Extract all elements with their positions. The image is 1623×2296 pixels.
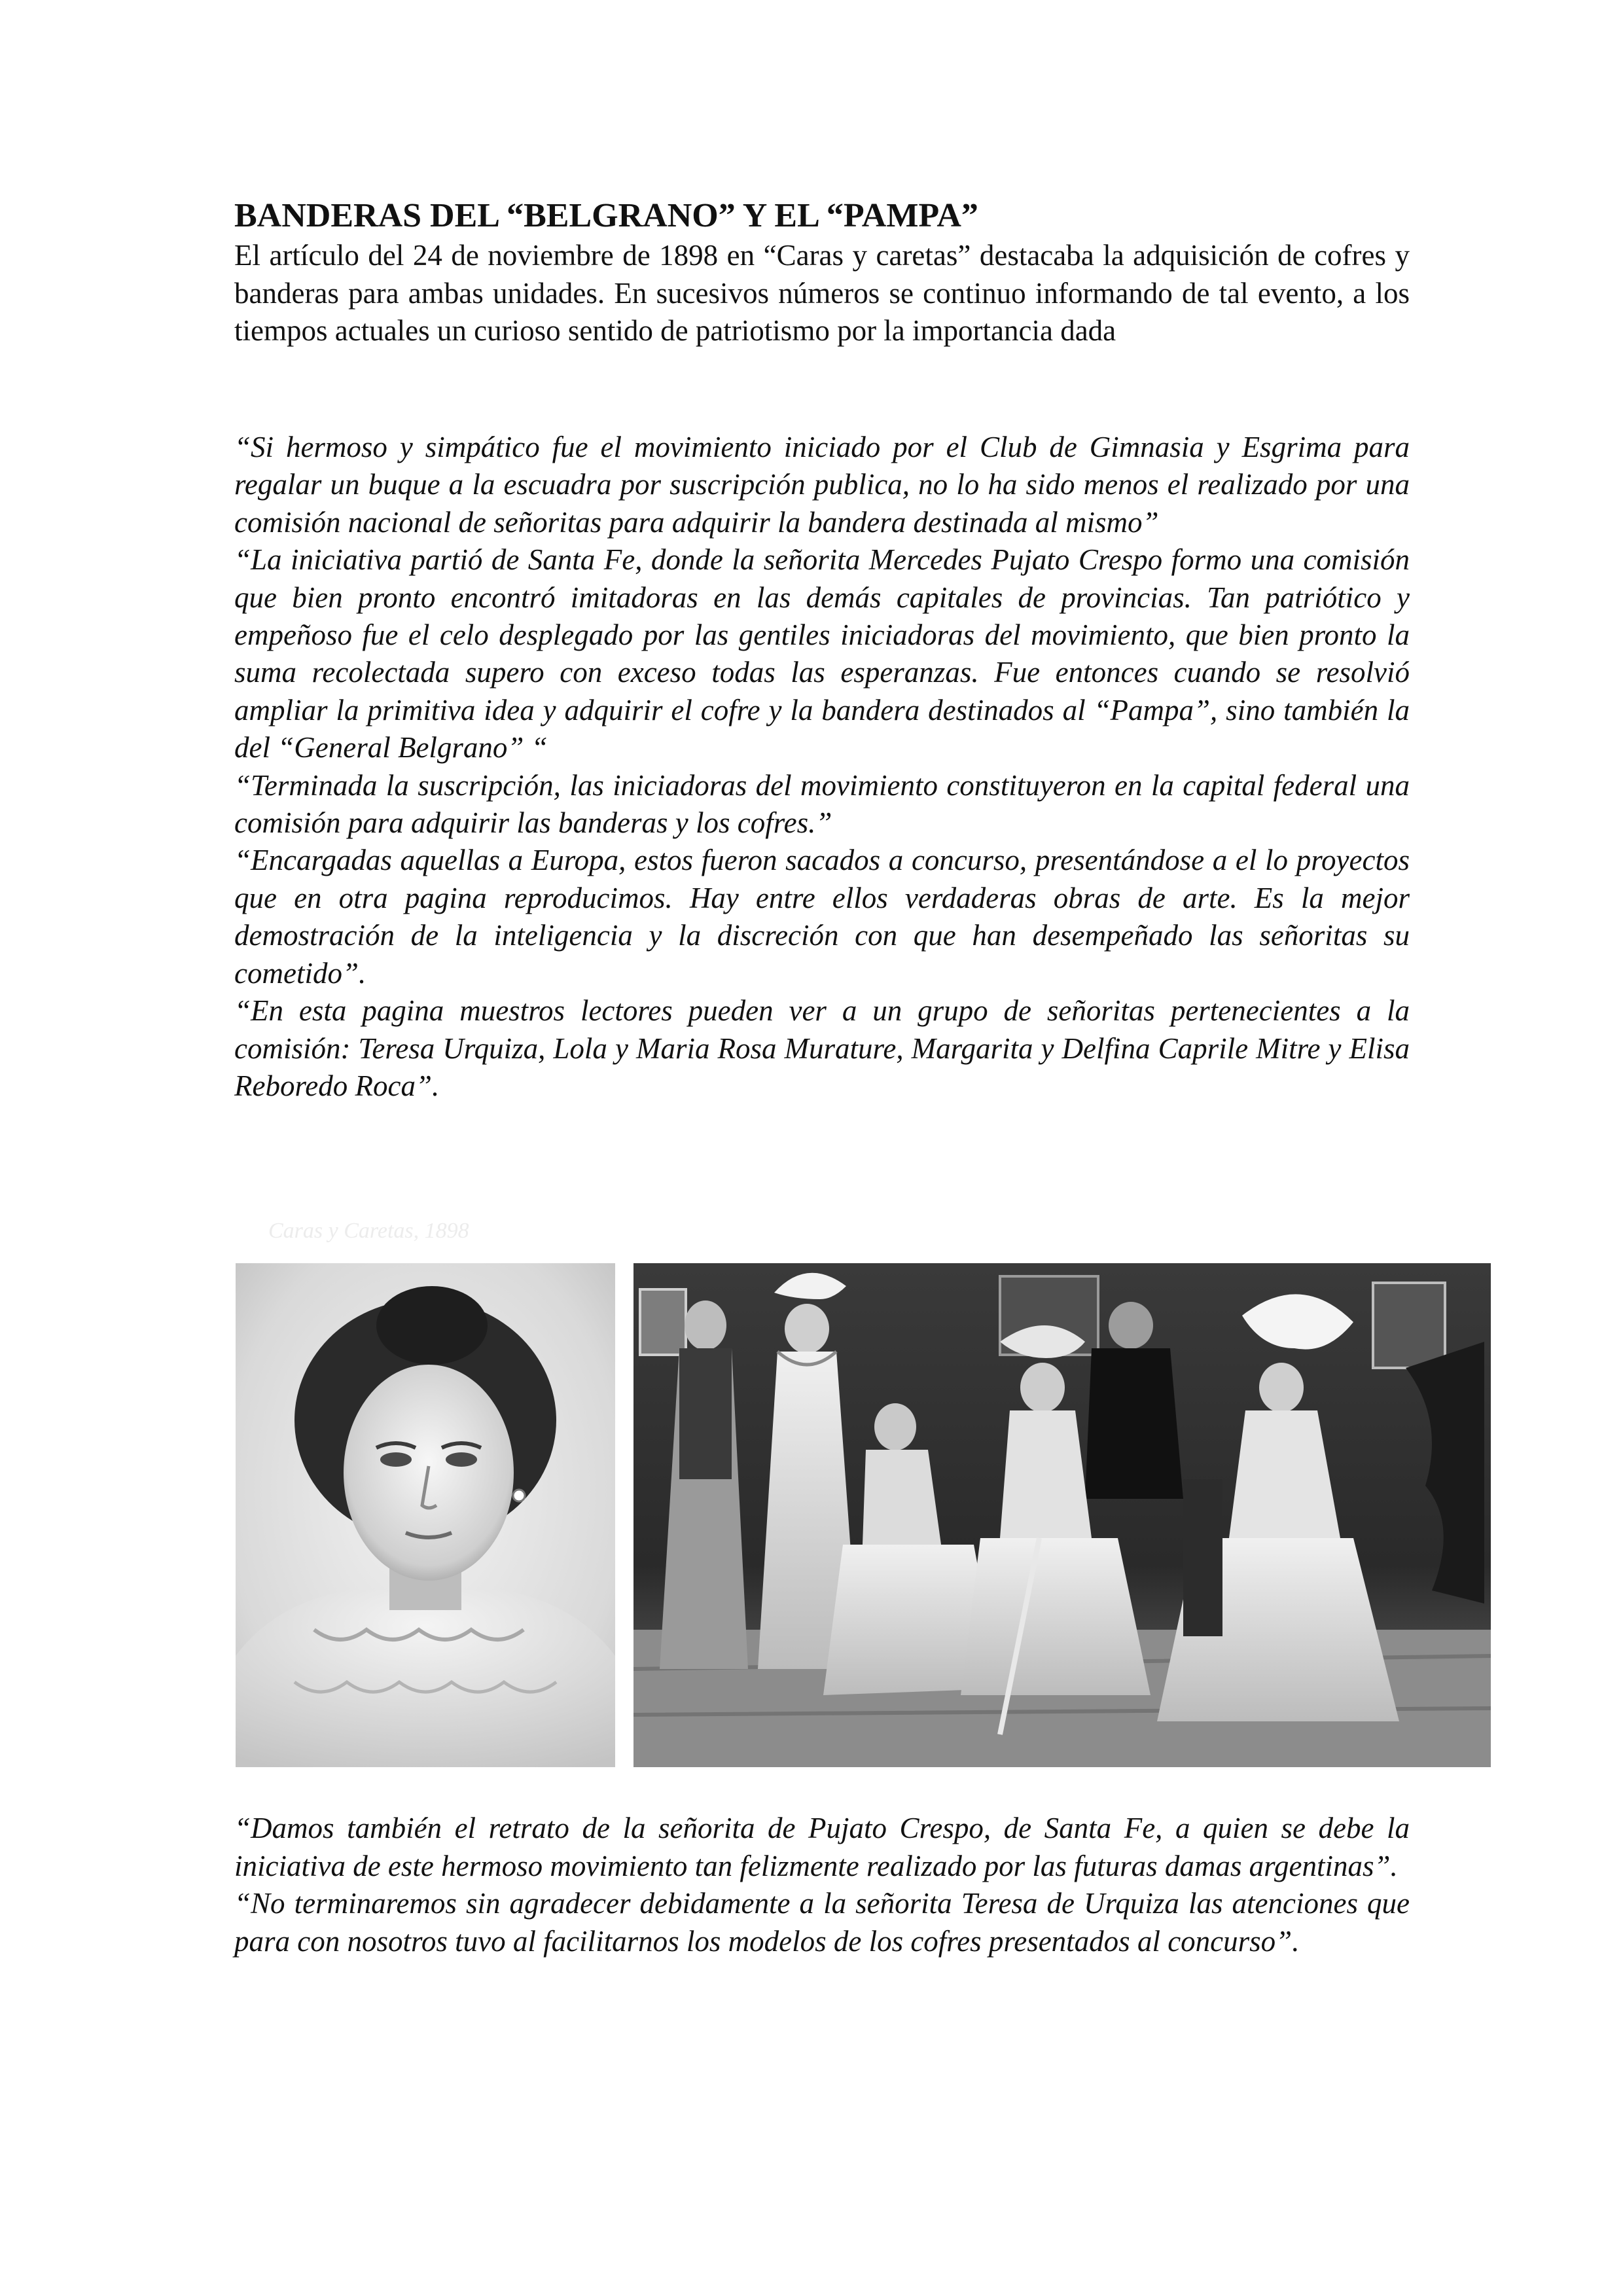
portrait-photo-icon [236,1263,615,1767]
faint-caption: Caras y Caretas, 1898 [268,1219,469,1243]
quote-paragraph-3: “Terminada la suscripción, las iniciadoras del movimiento constituyeron en la capital federal una comisión para adquirir las banderas y los cofres.” [234,768,1410,840]
closing-paragraph-2: “No terminaremos sin agradecer debidamente a la señorita Teresa de Urquiza las atenciones que para con nosotros tuvo al facilitarnos los modelos de los cofres presentados al concurso”. [234,1887,1410,1958]
portrait-photo [236,1263,615,1767]
page-title: BANDERAS DEL “BELGRANO” Y EL “PAMPA” [234,197,978,234]
quote-paragraph-2: “La iniciativa partió de Santa Fe, donde la señorita Mercedes Pujato Crespo formo una comisión que bien pronto encontró imitadoras en las demás capitales de provincias. Tan patriótico y empeñoso fue el celo desplegado por las gentiles iniciadoras del movimiento, que bien pronto la suma recolectada supero con exceso todas las esperanzas. Fue entonces cuando se resolvió ampliar la primitiva idea y adquirir el cofre y la bandera destinados al “Pampa”, sino también la del “General Belgrano” “ [234,543,1410,764]
closing-paragraph-1: “Damos también el retrato de la señorita de Pujato Crespo, de Santa Fe, a quien se debe la iniciativa de este hermoso movimiento tan felizmente realizado por las futuras damas argentinas”. [234,1812,1410,1882]
group-photo-icon [633,1263,1491,1767]
intro-paragraph: El artículo del 24 de noviembre de 1898 en “Caras y caretas” destacaba la adquisición de cofres y banderas para ambas unidades. En sucesivos números se continuo informando de tal evento, a los tiempos actuales un curioso sentido de patriotismo por la importancia dada [234,239,1410,347]
quote-paragraph-1: “Si hermoso y simpático fue el movimiento iniciado por el Club de Gimnasia y Esgrima para regalar un buque a la escuadra por suscripción publica, no lo ha sido menos el realizado por una comisión nacional de señoritas para adquirir la bandera destinada al mismo” [234,431,1410,539]
quote-paragraph-4: “Encargadas aquellas a Europa, estos fueron sacados a concurso, presentándose a el lo proyectos que en otra pagina reproducimos. Hay entre ellos verdaderas obras de arte. Es la mejor demostración de la inteligencia y la discreción con que han desempeñado las señoritas su cometido”. [234,844,1410,990]
quote-paragraph-5: “En esta pagina muestros lectores pueden ver a un grupo de señoritas pertenecientes a la comisión: Teresa Urquiza, Lola y Maria Rosa Murature, Margarita y Delfina Caprile Mitre y Elisa Reboredo Roca”. [234,994,1410,1102]
quoted-article [234,429,1410,1105]
group-photo [633,1263,1491,1767]
closing-article [234,1810,1410,1960]
